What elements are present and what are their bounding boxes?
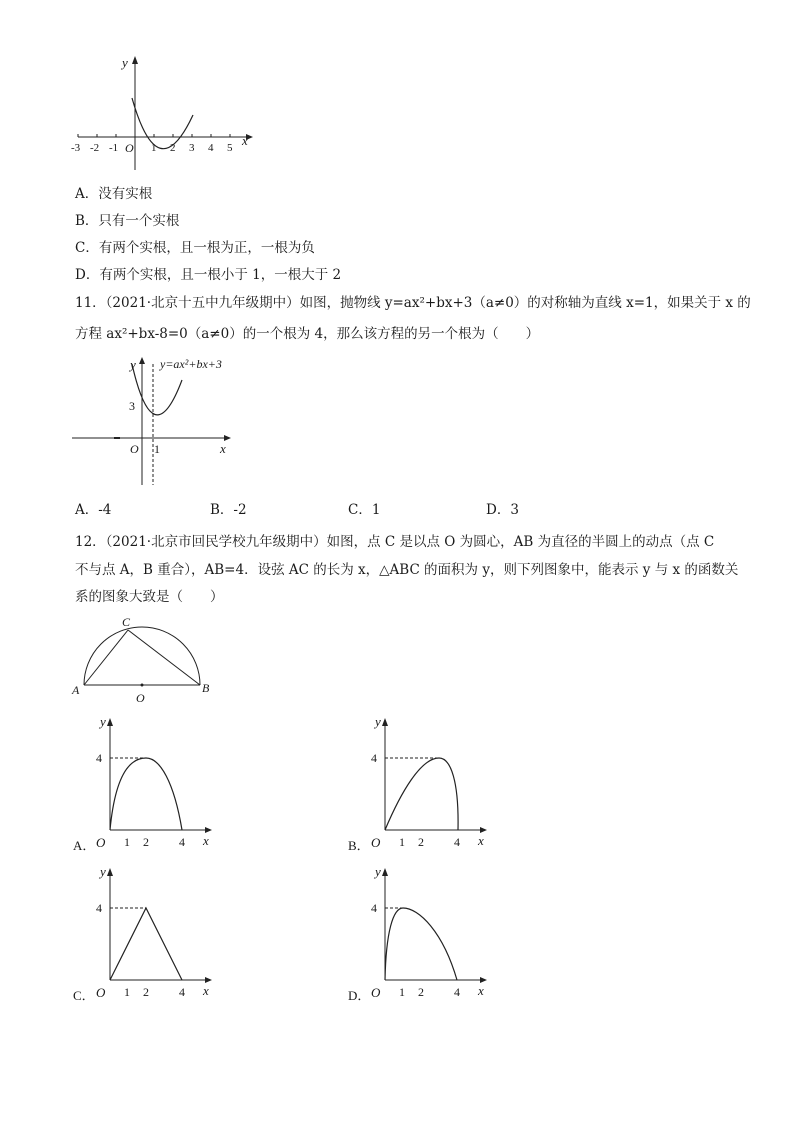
x-label: x [203,833,209,848]
tick-label: -1 [109,142,119,154]
tick-label: 5 [227,142,233,154]
x-tick-label: 4 [179,985,185,999]
parabola-curve [132,364,182,415]
choice-graph-b [345,712,505,857]
y-axis-arrow [107,868,113,876]
function-curve [110,758,182,830]
x-tick-label: 4 [454,985,460,999]
x-tick-label: 1 [399,985,405,999]
origin-label: O [371,985,381,1000]
tick-label: 4 [208,142,214,154]
y-axis-arrow [382,718,388,726]
choice-graph-c [70,862,230,1007]
q11-option-a[interactable]: A．-4 [75,502,112,518]
tick-label: -2 [90,142,100,154]
choice-letter: B． [348,838,370,853]
choice-graph-a [70,712,230,857]
y-tick-label: 4 [96,751,102,765]
q12-text-line3: 系的图象大致是（ ） [75,589,224,605]
tick-label: -3 [71,142,81,154]
option-b[interactable]: B．只有一个实根 [75,213,180,229]
choice-letter: C． [73,988,95,1003]
y-axis-arrow [382,868,388,876]
choice-letter: A． [73,838,96,853]
origin-label: O [371,835,381,850]
y-tick-label: 4 [96,901,102,915]
parabola-curve [132,98,193,149]
y-tick-label: 3 [129,399,135,413]
x-label: x [478,983,484,998]
function-curve [385,758,458,830]
choice-graph-d [345,862,505,1007]
x-tick-label: 1 [154,442,160,456]
tick-label: 1 [151,142,157,154]
y-tick-label: 4 [371,751,377,765]
point-label-a: A [72,683,80,697]
q11-option-d[interactable]: D．3 [486,502,519,518]
semicircle-figure [70,612,220,707]
x-label: x [220,441,226,456]
point-label-o: O [136,691,145,705]
option-a[interactable]: A．没有实根 [75,186,153,202]
y-axis-arrow [132,56,138,64]
q11-graph [70,352,245,487]
option-c[interactable]: C．有两个实根，且一根为正，一根为负 [75,240,315,256]
x-label: x [478,833,484,848]
semicircle-arc [84,627,200,685]
y-axis-arrow [139,357,145,364]
x-label: x [203,983,209,998]
x-tick-label: 1 [124,985,130,999]
x-tick-label: 1 [124,835,130,849]
y-axis-arrow [107,718,113,726]
y-label: y [100,714,106,729]
choice-letter: D． [348,988,371,1003]
y-label: y [100,864,106,879]
tick-label: 3 [189,142,195,154]
y-tick-label: 4 [371,901,377,915]
x-label: x [242,133,248,148]
y-label: y [130,357,136,372]
x-tick-label: 2 [143,985,149,999]
x-tick-label: 4 [179,835,185,849]
q11-text-line2: 方程 ax²+bx-8=0（a≠0）的一个根为 4，那么该方程的另一个根为（ ） [75,326,540,342]
tick-label: 2 [170,142,176,154]
x-tick-label: 2 [143,835,149,849]
x-tick-label: 1 [399,835,405,849]
y-label: y [375,864,381,879]
option-d[interactable]: D．有两个实根，且一根小于 1，一根大于 2 [75,267,342,283]
y-label: y [375,714,381,729]
q12-text-line1: 12．（2021·北京市回民学校九年级期中）如图，点 C 是以点 O 为圆心，AB 为直径的半圆上的动点（点 C [75,534,715,550]
y-label: y [122,55,128,70]
chord-bc [128,630,200,685]
point-label-b: B [202,681,210,695]
origin-label: O [96,985,106,1000]
q12-text-line2: 不与点 A，B 重合），AB=4．设弦 AC 的长为 x，△ABC 的面积为 y，则下列图象中，能表示 y 与 x 的函数关 [75,562,739,578]
function-curve [385,908,457,980]
center-point [141,684,144,687]
function-curve [110,908,182,980]
x-tick-label: 2 [418,985,424,999]
x-tick-label: 2 [418,835,424,849]
point-label-c: C [122,615,131,629]
origin-label: O [96,835,106,850]
origin-label: O [130,442,139,456]
q11-option-b[interactable]: B．-2 [210,502,247,518]
q11-text-line1: 11．（2021·北京十五中九年级期中）如图，抛物线 y=ax²+bx+3（a≠0）的对称轴为直线 x=1，如果关于 x 的 [75,295,751,311]
q10-graph [70,50,260,180]
x-tick-label: 4 [454,835,460,849]
origin-label: O [125,141,134,155]
q11-option-c[interactable]: C．1 [348,502,381,518]
curve-label: y=ax²+bx+3 [160,357,222,371]
